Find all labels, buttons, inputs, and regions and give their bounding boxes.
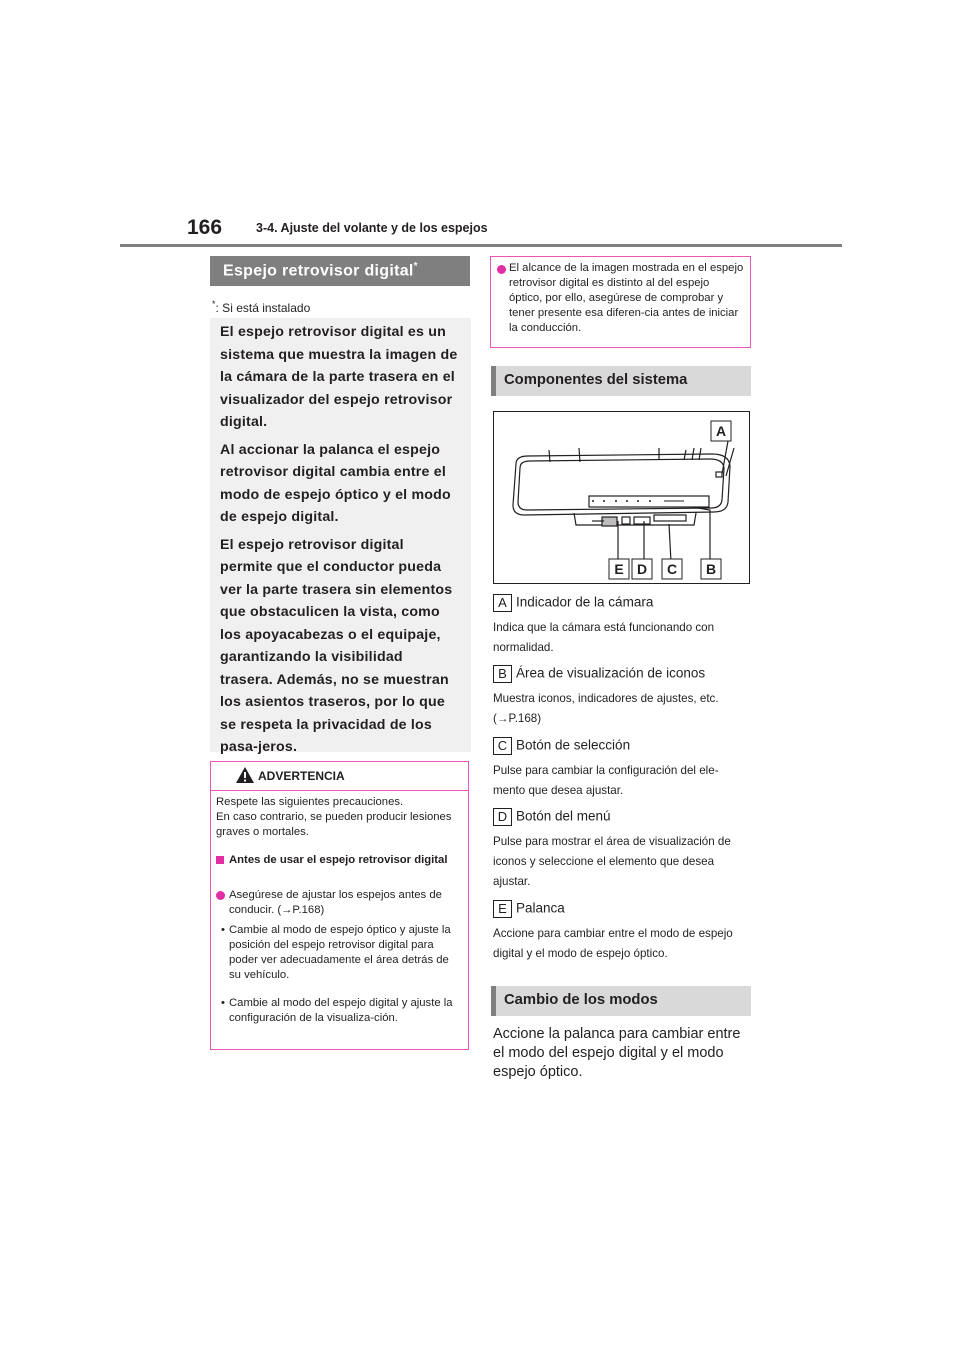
note-text: El alcance de la imagen mostrada en el espejo retrovisor digital es distinto al del espejo óptico, por ello, asegúrese de comprobar y tener presente esa diferen-cia antes de iniciar la conducción. xyxy=(509,262,744,334)
component-b-desc: Muestra iconos, indicadores de ajustes, etc. (→P.168) xyxy=(493,692,719,725)
warning-subbullet: • Cambie al modo del espejo digital y ajuste la configuración de la visualiza-ción. xyxy=(221,997,453,1024)
component-a-title: A Indicador de la cámara xyxy=(493,594,653,612)
figure-label-c: C xyxy=(666,561,678,577)
footnote-asterisk: * xyxy=(212,299,216,309)
warning-label: ADVERTENCIA xyxy=(258,769,345,783)
figure-label-d: D xyxy=(636,561,648,577)
rearview-mirror-illustration xyxy=(494,412,749,583)
figure-label-e: E xyxy=(614,561,624,577)
page-number: 166 xyxy=(187,216,223,239)
chapter-title: Espejo retrovisor digital* xyxy=(223,261,418,280)
warning-lead: Respete las siguientes precauciones. En caso contrario, se pueden producir lesiones graves o mortales. xyxy=(216,796,452,838)
warning-header xyxy=(211,762,468,790)
component-b-title: B Área de visualización de iconos xyxy=(493,665,705,683)
title-asterisk: * xyxy=(413,261,418,272)
components-heading: Componentes del sistema xyxy=(504,372,688,388)
round-bullet-icon xyxy=(497,265,506,274)
square-bullet-icon xyxy=(216,856,224,864)
intro-paragraph: El espejo retrovisor digital es un sistema que muestra la imagen de la cámara de la parte trasera en el visualizador del espejo retrovisor digital. xyxy=(220,324,458,430)
modes-heading: Cambio de los modos xyxy=(504,992,658,1008)
intro-paragraph: El espejo retrovisor digital permite que el conductor pueda ver la parte trasera sin elementos que obstaculicen la vista, como los apoyacabezas o el equipaje, garantizando la visibilidad trasera. Además, no se muestran los asientos traseros, por lo que se respeta la privacidad de los pasa-jeros. xyxy=(220,536,453,755)
component-d-title: D Botón del menú xyxy=(493,808,611,826)
warning-subbullet: • Cambie al modo de espejo óptico y ajuste la posición del espejo retrovisor digital para poder ver adecuadamente el área detrás de su vehículo. xyxy=(221,924,451,981)
components-heading-bar xyxy=(491,366,751,396)
figure-label-a: A xyxy=(715,423,727,439)
component-c-title: C Botón de selección xyxy=(493,737,630,755)
note-box xyxy=(490,256,751,348)
figure-label-b: B xyxy=(705,561,717,577)
warning-heading: Antes de usar el espejo retrovisor digital xyxy=(216,853,461,868)
component-a-desc: Indica que la cámara está funcionando con normalidad. xyxy=(493,621,715,654)
warning-bullet: Asegúrese de ajustar los espejos antes de conducir. (→P.168) xyxy=(216,888,461,918)
mirror-figure xyxy=(493,411,750,584)
warning-box xyxy=(210,761,469,1050)
warning-icon xyxy=(236,767,254,783)
modes-heading-bar xyxy=(491,986,751,1016)
component-d-desc: Pulse para mostrar el área de visualización de iconos y seleccione el elemento que desea ajustar. xyxy=(493,835,731,888)
component-c-desc: Pulse para cambiar la configuración del ele-mento que desea ajustar. xyxy=(493,764,719,797)
intro-box xyxy=(210,318,471,755)
warning-divider xyxy=(211,790,468,791)
round-bullet-icon xyxy=(216,891,225,900)
component-e-desc: Accione para cambiar entre el modo de espejo digital y el modo de espejo óptico. xyxy=(493,927,733,960)
chapter-title-bar xyxy=(210,256,470,286)
modes-text: Accione la palanca para cambiar entre el modo del espejo digital y el modo espejo óptico. xyxy=(493,1026,741,1080)
intro-paragraph: Al accionar la palanca el espejo retrovisor digital cambia entre el modo de espejo óptico y el modo de espejo digital. xyxy=(220,441,451,525)
footnote: *: Si está instalado xyxy=(212,299,311,315)
section-title: 3-4. Ajuste del volante y de los espejos xyxy=(256,221,488,235)
component-e-title: E Palanca xyxy=(493,900,565,918)
header-rule xyxy=(120,244,842,247)
